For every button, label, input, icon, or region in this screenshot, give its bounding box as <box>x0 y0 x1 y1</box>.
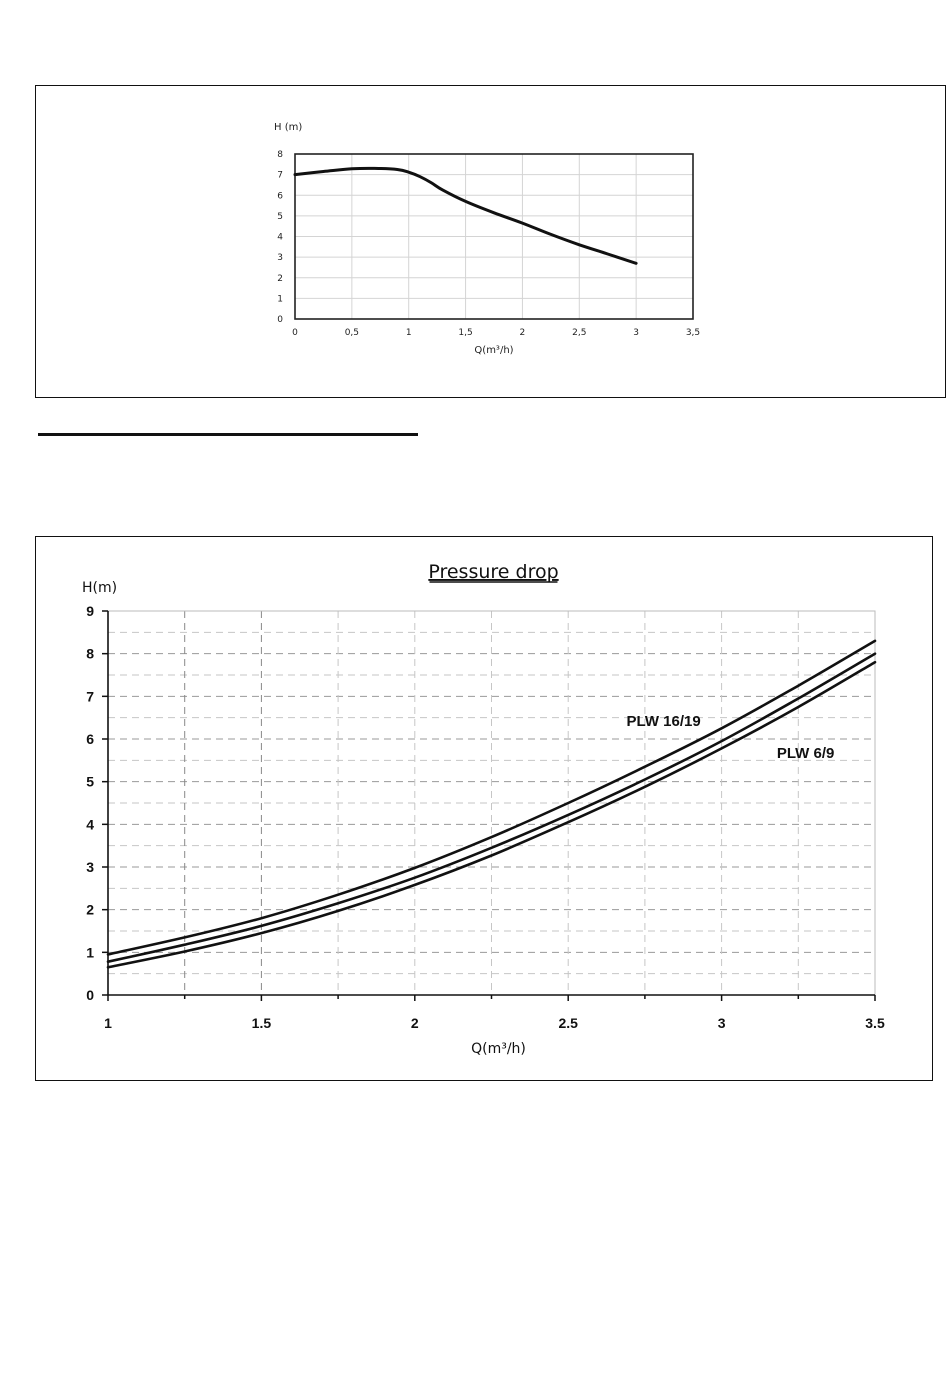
x-axis-title: Q(m³/h) <box>474 345 514 356</box>
x-tick-label: 1.5 <box>251 1015 272 1031</box>
x-tick-label: 1 <box>405 328 412 338</box>
y-tick-label: 7 <box>86 688 94 705</box>
x-tick-label: 0,5 <box>344 328 360 338</box>
x-tick-label: 2 <box>519 328 526 338</box>
y-tick-label: 1 <box>86 944 94 961</box>
y-tick-label: 8 <box>86 645 94 662</box>
y-tick-label: 9 <box>86 603 94 619</box>
y-axis-title: H(m) <box>82 580 118 596</box>
y-tick-label: 7 <box>277 170 283 181</box>
x-tick-label: 1 <box>104 1015 112 1031</box>
y-tick-label: 2 <box>86 901 94 918</box>
pump-curve-chart <box>36 86 947 399</box>
series-label-plw-16-19: PLW 16/19 <box>626 713 701 731</box>
x-tick-label: 2 <box>410 1015 419 1031</box>
y-tick-label: 6 <box>86 731 94 747</box>
x-tick-label: 0 <box>292 328 298 338</box>
x-tick-label: 2.5 <box>558 1015 578 1031</box>
y-tick-label: 1 <box>277 294 283 305</box>
y-tick-label: 3 <box>277 253 283 264</box>
y-tick-label: 6 <box>277 191 283 202</box>
y-axis-title: H (m) <box>274 122 303 133</box>
x-axis-title: Q(m³/h) <box>471 1041 526 1057</box>
x-tick-label: 2,5 <box>572 328 587 338</box>
y-tick-label: 3 <box>86 859 94 875</box>
x-tick-label: 1,5 <box>458 328 473 338</box>
y-tick-label: 8 <box>277 150 283 160</box>
y-tick-label: 2 <box>277 273 283 284</box>
y-tick-label: 0 <box>86 987 94 1003</box>
chart-title: Pressure drop <box>428 561 559 583</box>
x-tick-label: 3 <box>717 1015 726 1031</box>
y-tick-label: 0 <box>277 315 283 325</box>
section-divider <box>38 433 418 436</box>
pressure-drop-panel <box>35 536 933 1081</box>
pump-curve-panel <box>35 85 946 398</box>
pressure-drop-chart <box>36 537 934 1082</box>
y-tick-label: 5 <box>86 773 94 790</box>
x-tick-label: 3,5 <box>685 328 701 338</box>
x-tick-label: 3 <box>633 328 640 338</box>
y-tick-label: 4 <box>277 232 283 243</box>
y-tick-label: 5 <box>277 211 283 222</box>
series-label-plw-6-9: PLW 6/9 <box>776 745 835 763</box>
y-tick-label: 4 <box>86 816 94 833</box>
x-tick-label: 3.5 <box>865 1015 885 1031</box>
